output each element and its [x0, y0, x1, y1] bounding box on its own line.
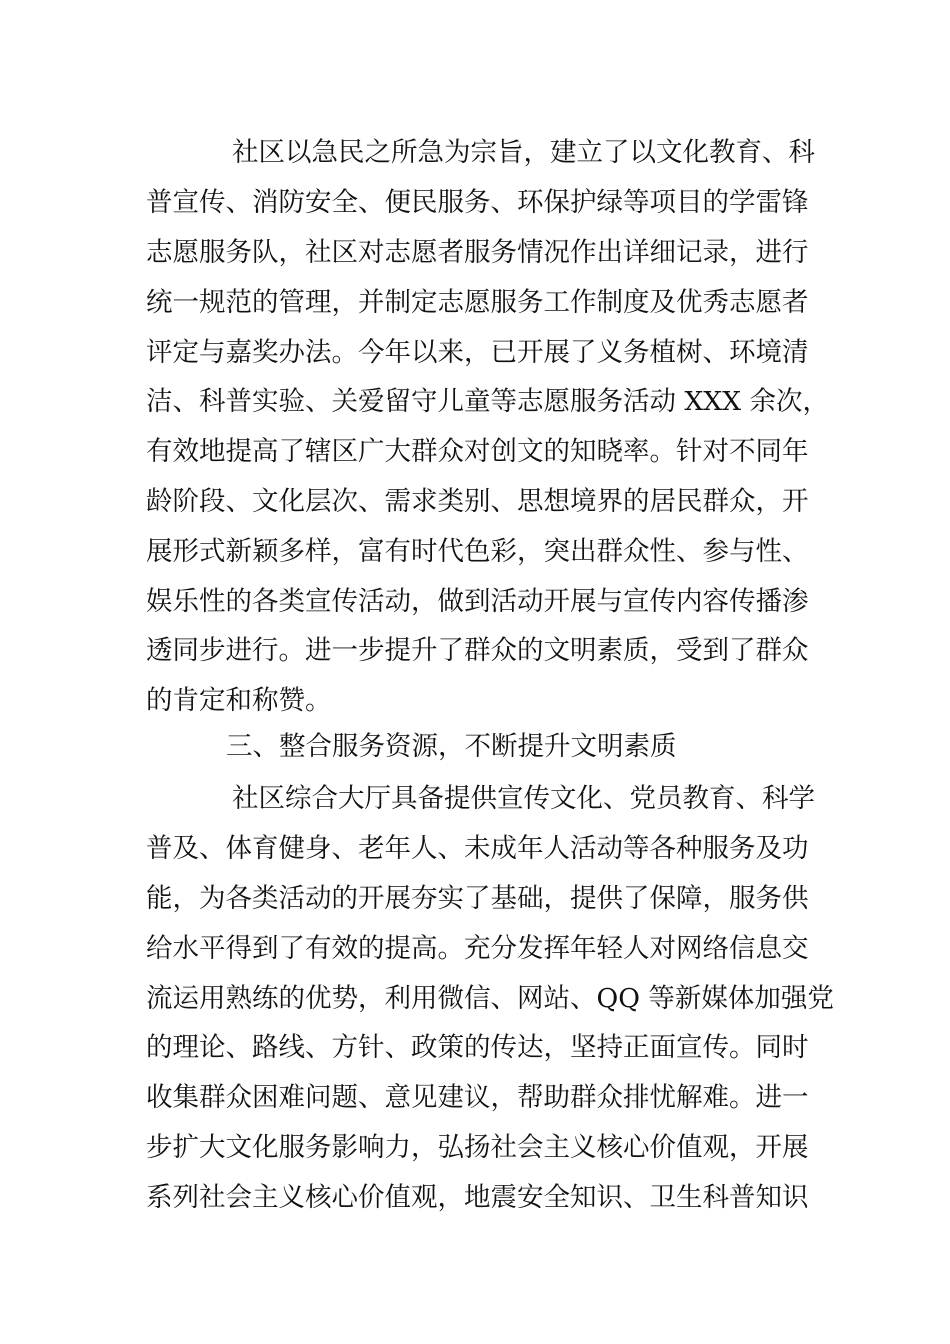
paragraph-line: 统一规范的管理，并制定志愿服务工作制度及优秀志愿者	[146, 287, 809, 318]
paragraph-line: 透同步进行。进一步提升了群众的文明素质，受到了群众	[146, 635, 809, 666]
paragraph-line: 社区综合大厅具备提供宣传文化、党员教育、科学	[232, 783, 815, 814]
paragraph-line: 有效地提高了辖区广大群众对创文的知晓率。针对不同年	[146, 436, 809, 467]
paragraph-line: 社区以急民之所急为宗旨，建立了以文化教育、科	[232, 137, 815, 168]
paragraph-line: 娱乐性的各类宣传活动，做到活动开展与宣传内容传播渗	[146, 586, 809, 617]
paragraph-line: 龄阶段、文化层次、需求类别、思想境界的居民群众，开	[146, 486, 809, 517]
paragraph-line: 收集群众困难问题、意见建议，帮助群众排忧解难。进一	[146, 1082, 809, 1113]
paragraph-line: 的理论、路线、方针、政策的传达，坚持正面宣传。同时	[146, 1032, 809, 1063]
paragraph-line: 普及、体育健身、老年人、未成年人活动等各种服务及功	[146, 833, 809, 864]
paragraph-line: 评定与嘉奖办法。今年以来，已开展了义务植树、环境清	[146, 337, 809, 368]
paragraph-line: 志愿服务队，社区对志愿者服务情况作出详细记录，进行	[146, 237, 809, 268]
section-heading: 三、整合服务资源，不断提升文明素质	[226, 731, 677, 762]
paragraph-line: 洁、科普实验、关爱留守儿童等志愿服务活动 XXX 余次，	[146, 386, 829, 417]
paragraph-line: 能，为各类活动的开展夯实了基础，提供了保障，服务供	[146, 883, 809, 914]
paragraph-line: 普宣传、消防安全、便民服务、环保护绿等项目的学雷锋	[146, 187, 809, 218]
paragraph-line: 展形式新颖多样，富有时代色彩，突出群众性、参与性、	[146, 536, 809, 567]
paragraph-line: 步扩大文化服务影响力，弘扬社会主义核心价值观，开展	[146, 1132, 809, 1163]
paragraph-line: 系列社会主义核心价值观，地震安全知识、卫生科普知识	[146, 1182, 809, 1213]
paragraph-line: 的肯定和称赞。	[146, 685, 332, 716]
paragraph-line: 流运用熟练的优势，利用微信、网站、QQ 等新媒体加强党	[146, 983, 834, 1014]
paragraph-line: 给水平得到了有效的提高。充分发挥年轻人对网络信息交	[146, 933, 809, 964]
